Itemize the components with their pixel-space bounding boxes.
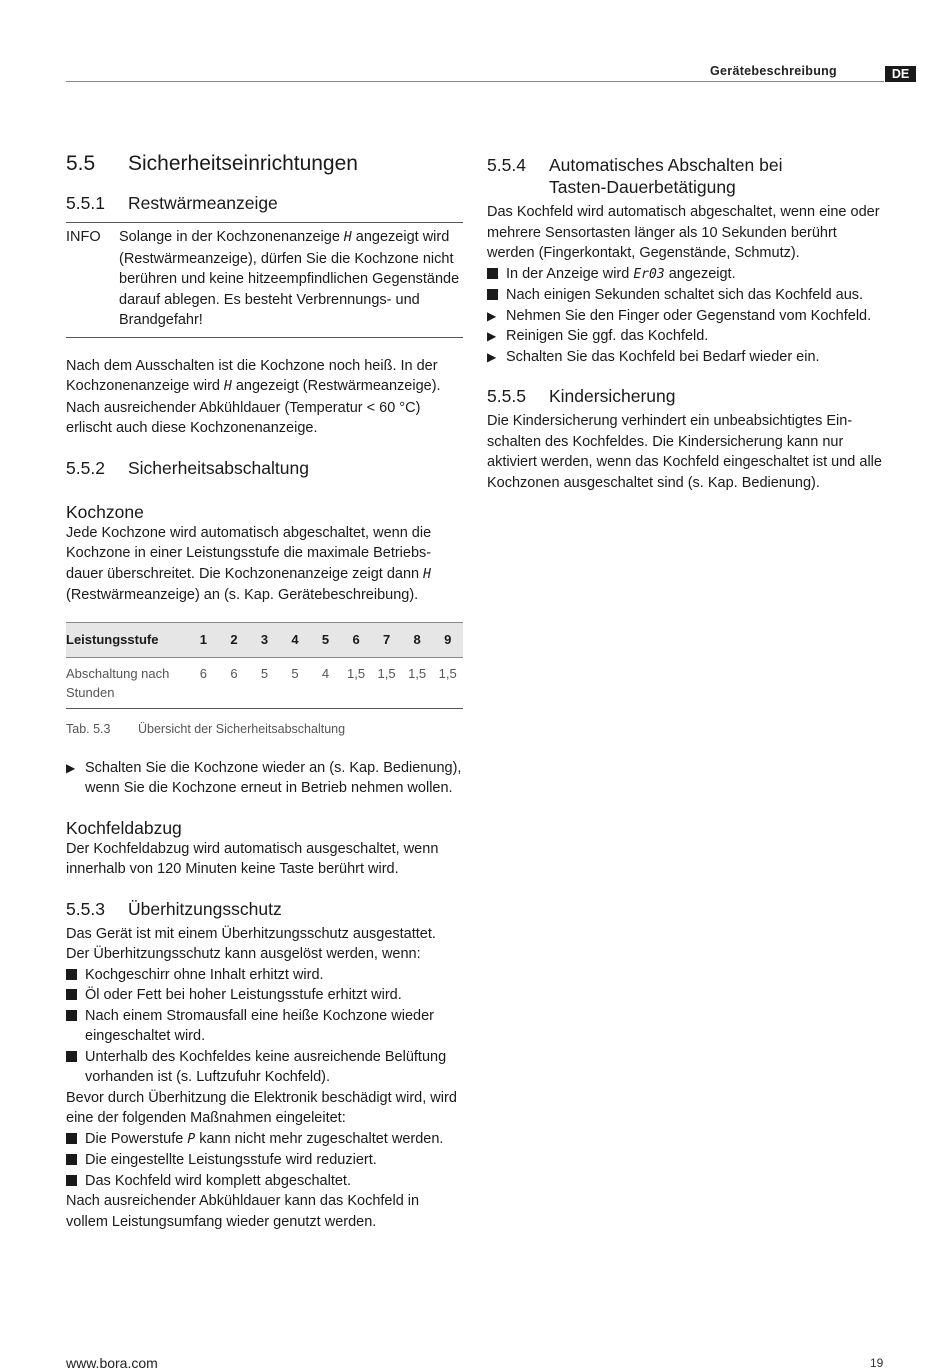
table-caption: Tab. 5.3 Übersicht der Sicherheitsabschaltung — [66, 722, 346, 736]
paragraph-kochfeldabzug: Der Kochfeldabzug wird automatisch ausgeschaltet, wenn innerhalb von 120 Minuten keine Taste berührt wird. — [66, 840, 439, 877]
action-list — [66, 758, 463, 799]
footer-url: www.bora.com — [66, 1355, 158, 1371]
header-rule — [66, 81, 884, 82]
action-list — [487, 306, 884, 368]
paragraph-ueberhitzung-intro: Das Gerät ist mit einem Überhitzungsschutz ausgestattet. Der Überhitzungsschutz kann ausgelöst werden, wenn: — [66, 925, 436, 962]
heading-5-5-4: 5.5.4 Automatisches Abschalten bei Tasten-Dauerbetätigung — [487, 155, 783, 197]
display-symbol-h: H — [423, 566, 431, 582]
table-header-cell: 6 — [341, 622, 372, 658]
info-label: INFO — [66, 229, 101, 245]
table-cell: 1,5 — [402, 658, 433, 709]
list-item: Nach einem Stromausfall eine heiße Kochzone wieder eingeschaltet wird. — [66, 1006, 463, 1047]
list-item: Öl oder Fett bei hoher Leistungsstufe erhitzt wird. — [66, 985, 463, 1006]
square-bullet-icon — [487, 268, 498, 279]
paragraph-dauerbetaetigung: Das Kochfeld wird automatisch abgeschaltet, wenn eine oder mehrere Sensortasten länger als 10 Sekunden berührt werden (Fingerkontakt, Gegenstände, Schmutz). — [487, 204, 880, 261]
action-item: ▶ Schalten Sie die Kochzone wieder an (s. Kap. Bedienung), wenn Sie die Kochzone erneut in Betrieb nehmen wollen. — [66, 759, 462, 796]
table-cell: 5 — [280, 658, 311, 709]
list-item: Die Powerstufe P kann nicht mehr zugeschaltet werden. — [66, 1129, 463, 1151]
paragraph-ueberhitzung-end: Nach ausreichender Abkühldauer kann das Kochfeld in vollem Leistungsumfang wieder genutzt werden. — [66, 1193, 420, 1230]
display-symbol-er03: Er03 — [633, 266, 665, 282]
action-item: ▶ Reinigen Sie ggf. das Kochfeld. — [487, 326, 884, 347]
heading-5-5-1: 5.5.1 Restwärmeanzeige — [66, 193, 278, 213]
triangle-bullet-icon: ▶ — [66, 760, 76, 775]
triangle-bullet-icon: ▶ — [487, 308, 497, 323]
display-symbol-p: P — [187, 1131, 196, 1147]
heading-kochzone: Kochzone — [66, 501, 144, 522]
table-header-cell: 5 — [310, 622, 341, 658]
table-header-cell: 1 — [188, 622, 219, 658]
heading-5-5: 5.5 Sicherheitseinrichtungen — [66, 152, 358, 175]
info-text: Solange in der Kochzonenanzeige H angezeigt wird (Restwärmeanzeige), dürfen Sie die Kochzone nicht berühren und keine hitzeempfindlichen Gegenstände darauf ablegen. Es besteht Verbrennungs- und Brandgefahr! — [119, 229, 460, 328]
table-row-label: Abschaltung nach Stunden — [66, 658, 188, 709]
display-symbol-h: H — [343, 230, 352, 245]
list-item: Das Kochfeld wird komplett abgeschaltet. — [66, 1171, 463, 1192]
paragraph-massnahmen-intro: Bevor durch Überhitzung die Elektronik beschädigt wird, wird eine der folgenden Maßnahmen eingeleitet: — [66, 1089, 457, 1126]
ueberhitzung-list — [66, 965, 463, 1088]
table-cell: 1,5 — [341, 658, 372, 709]
list-item: Kochgeschirr ohne Inhalt erhitzt wird. — [66, 965, 463, 986]
square-bullet-icon — [66, 969, 77, 980]
square-bullet-icon — [66, 1175, 77, 1186]
table-cell: 6 — [188, 658, 219, 709]
result-list — [487, 264, 884, 306]
triangle-bullet-icon: ▶ — [487, 329, 497, 343]
table-header-cell: 4 — [280, 622, 311, 658]
paragraph-restwaerme: Nach dem Ausschalten ist die Kochzone noch heiß. In der Kochzonenanzeige wird H angezeigt (Restwärmeanzeige). Nach ausreichender Abkühldauer (Temperatur < 60 °C) erlischt auch diese Kochzonenanzeige. — [66, 357, 441, 436]
table-cell: 4 — [310, 658, 341, 709]
paragraph-kochzone: Jede Kochzone wird automatisch abgeschaltet, wenn die Kochzone in einer Leistungsstufe die maximale Betriebsdauer überschreitet. Die Kochzonenanzeige zeigt dann H (Restwärmeanzeige) an (s. Kap. Gerätebeschreibung). — [66, 524, 432, 603]
heading-5-5-2: 5.5.2 Sicherheitsabschaltung — [66, 457, 309, 478]
square-bullet-icon — [66, 1051, 77, 1062]
square-bullet-icon — [66, 989, 77, 1000]
paragraph-kindersicherung: Die Kindersicherung verhindert ein unbeabsichtigtes Einschalten des Kochfeldes. Die Kindersicherung kann nur aktiviert werden, wenn das Kochfeld eingeschaltet ist und alle Kochzonen ausgeschaltet sind (s. Kap. Bedienung). — [487, 413, 882, 491]
left-column — [66, 150, 463, 1232]
heading-5-5-5: 5.5.5 Kindersicherung — [487, 386, 676, 406]
table-cell: 5 — [249, 658, 280, 709]
table-header-cell: 8 — [402, 622, 433, 658]
table-header-cell: 9 — [432, 622, 463, 658]
square-bullet-icon — [66, 1010, 77, 1021]
list-item: Die eingestellte Leistungsstufe wird reduziert. — [66, 1150, 463, 1171]
heading-5-5-3: 5.5.3 Überhitzungsschutz — [66, 898, 282, 919]
square-bullet-icon — [66, 1154, 77, 1165]
header-section-title: Gerätebeschreibung — [710, 64, 837, 78]
action-item: ▶ Schalten Sie das Kochfeld bei Bedarf wieder ein. — [487, 347, 884, 368]
table-cell: 1,5 — [432, 658, 463, 709]
shutdown-table — [66, 622, 463, 710]
table-header-label: Leistungsstufe — [66, 622, 188, 658]
table-header-cell: 3 — [249, 622, 280, 658]
language-badge: DE — [885, 66, 916, 82]
square-bullet-icon — [66, 1133, 77, 1144]
display-symbol-h: H — [224, 379, 232, 394]
square-bullet-icon — [487, 289, 498, 300]
table-cell: 6 — [219, 658, 250, 709]
list-item: Unterhalb des Kochfeldes keine ausreichende Belüftung vorhanden ist (s. Luftzufuhr Kochfeld). — [66, 1047, 463, 1088]
result-item: Nach einigen Sekunden schaltet sich das Kochfeld aus. — [487, 285, 884, 306]
result-item: In der Anzeige wird Er03 angezeigt. — [487, 264, 884, 286]
massnahmen-list — [66, 1129, 463, 1192]
table-header-cell: 2 — [219, 622, 250, 658]
table-header-row — [66, 622, 463, 658]
info-box — [66, 222, 463, 338]
triangle-bullet-icon: ▶ — [487, 349, 497, 364]
page-number: 19 — [870, 1356, 884, 1370]
table-header-cell: 7 — [371, 622, 402, 658]
right-column — [487, 154, 884, 493]
table-cell: 1,5 — [371, 658, 402, 709]
table-row — [66, 658, 463, 709]
heading-kochfeldabzug: Kochfeldabzug — [66, 817, 182, 838]
action-item: ▶ Nehmen Sie den Finger oder Gegenstand vom Kochfeld. — [487, 306, 884, 327]
